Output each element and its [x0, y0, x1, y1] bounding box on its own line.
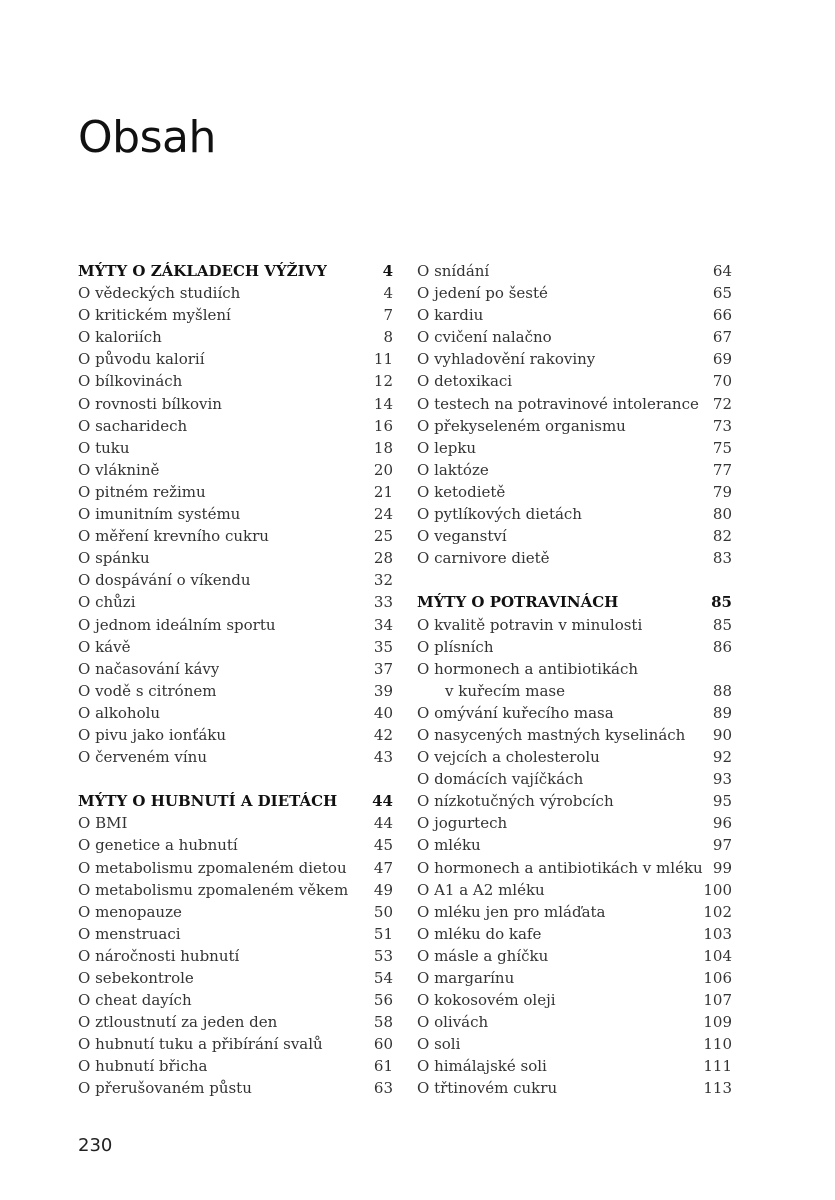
toc-entry-label: O genetice a hubnutí — [78, 836, 238, 855]
toc-entry-label: O margarínu — [417, 969, 515, 987]
toc-entry-label: O vodě s citrónem — [78, 681, 217, 700]
toc-entry — [417, 614, 732, 636]
toc-entry-page: 85 — [712, 615, 732, 634]
toc-entry-page: 44 — [372, 792, 393, 811]
toc-entry-page: 37 — [373, 659, 393, 678]
toc-entry-page: 58 — [373, 1013, 393, 1032]
toc-entry-label: O vláknině — [78, 460, 160, 479]
toc-entry — [417, 636, 732, 658]
toc-entry-label: O mléku do kafe — [417, 924, 542, 943]
toc-entry-page: 109 — [703, 1013, 732, 1032]
toc-entry-label: O bílkovinách — [78, 372, 183, 391]
toc-entry — [78, 614, 393, 636]
toc-entry — [78, 989, 393, 1011]
toc-entry-page: 11 — [373, 350, 393, 369]
toc-entry-label: O menopauze — [78, 902, 182, 921]
toc-entry-label: O A1 a A2 mléku — [417, 880, 545, 899]
toc-entry-label: O kaloriích — [78, 328, 162, 347]
toc-entry-label: O testech na potravinové intolerance — [417, 394, 699, 413]
toc-entry — [78, 724, 393, 746]
toc-entry — [78, 812, 393, 834]
toc-entry-label: MÝTY O ZÁKLADECH VÝŽIVY — [78, 262, 327, 280]
toc-entry-page: 61 — [373, 1057, 393, 1076]
toc-entry-label: O soli — [417, 1035, 461, 1054]
toc-entry — [417, 1033, 732, 1055]
toc-entry — [417, 702, 732, 724]
toc-entry-label: O tuku — [78, 438, 130, 457]
toc-entry — [78, 525, 393, 547]
toc-section-heading — [417, 591, 732, 613]
toc-entry-page: 45 — [373, 836, 393, 855]
toc-entry-page: 102 — [703, 902, 732, 921]
toc-entry-page: 77 — [712, 460, 732, 479]
toc-entry-label: O nízkotučných výrobcích — [417, 792, 614, 811]
toc-entry-page: 25 — [373, 527, 393, 546]
toc-entry — [78, 658, 393, 680]
toc-entry-page: 7 — [383, 306, 393, 325]
toc-entry-label: O himálajské soli — [417, 1057, 547, 1076]
toc-entry-label: O cvičení nalačno — [417, 328, 552, 347]
toc-entry-page: 83 — [712, 549, 732, 568]
toc-section-heading — [78, 260, 393, 282]
toc-entry-page: 42 — [373, 725, 393, 744]
toc-entry — [78, 282, 393, 304]
toc-entry-label: O dospávání o víkendu — [78, 571, 251, 590]
toc-entry-page: 100 — [703, 880, 732, 899]
toc-entry — [417, 790, 732, 812]
toc-entry-page: 35 — [373, 637, 393, 656]
toc-entry-label: MÝTY O POTRAVINÁCH — [417, 593, 619, 612]
toc-entry — [78, 348, 393, 370]
toc-entry-label: O spánku — [78, 549, 150, 568]
toc-entry-page: 95 — [712, 792, 732, 811]
toc-entry — [78, 459, 393, 481]
toc-entry-page: 28 — [373, 549, 393, 568]
toc-entry — [78, 857, 393, 879]
toc-entry-label: O hubnutí tuku a přibírání svalů — [78, 1035, 323, 1054]
toc-entry — [78, 415, 393, 437]
toc-entry-page: 49 — [373, 880, 393, 899]
toc-entry — [417, 459, 732, 481]
toc-entry — [78, 945, 393, 967]
toc-entry — [78, 680, 393, 702]
toc-entry-page: 16 — [373, 416, 393, 435]
toc-entry-page: 50 — [373, 902, 393, 921]
toc-entry — [78, 569, 393, 591]
toc-entry-page: 34 — [373, 615, 393, 634]
toc-entry — [417, 260, 732, 282]
toc-entry-label: O másle a ghíčku — [417, 946, 549, 965]
toc-entry-page: 70 — [712, 372, 732, 391]
toc-entry-label: O vejcích a cholesterolu — [417, 748, 600, 767]
toc-entry — [78, 967, 393, 989]
toc-spacer — [78, 768, 393, 790]
toc-entry — [417, 945, 732, 967]
page-title: Obsah — [78, 112, 216, 163]
toc-entry — [417, 768, 732, 790]
toc-entry-page: 51 — [373, 924, 393, 943]
toc-entry-page: 65 — [712, 284, 732, 303]
toc-entry-page: 88 — [712, 681, 732, 700]
toc-entry — [417, 282, 732, 304]
toc-entry — [78, 923, 393, 945]
toc-entry-page: 24 — [373, 505, 393, 524]
toc-entry-label: v kuřecím mase — [445, 681, 565, 700]
toc-entry-page: 33 — [373, 593, 393, 612]
toc-entry-label: O rovnosti bílkovin — [78, 394, 222, 413]
toc-spacer — [417, 569, 732, 591]
toc-entry-continuation — [417, 680, 732, 702]
toc-entry-label: O lepku — [417, 438, 477, 457]
toc-entry-label: O ketodietě — [417, 482, 506, 501]
toc-entry — [78, 1077, 393, 1099]
toc-entry-label: O nasycených mastných kyselinách — [417, 725, 686, 744]
toc-entry-label: O přerušovaném půstu — [78, 1079, 252, 1098]
toc-entry — [417, 525, 732, 547]
toc-entry-page: 21 — [373, 482, 393, 501]
toc-entry-label: MÝTY O HUBNUTÍ A DIETÁCH — [78, 792, 338, 811]
toc-entry — [417, 1055, 732, 1077]
toc-entry — [78, 1033, 393, 1055]
toc-entry-page: 20 — [373, 460, 393, 479]
toc-entry-page: 8 — [383, 328, 393, 347]
toc-entry — [78, 503, 393, 525]
toc-entry — [78, 702, 393, 724]
toc-entry-page: 14 — [373, 394, 393, 413]
toc-entry — [417, 834, 732, 856]
toc-entry-page: 110 — [703, 1035, 732, 1054]
toc-entry-label: O překyseleném organismu — [417, 416, 626, 435]
toc-entry — [417, 989, 732, 1011]
toc-entry — [417, 437, 732, 459]
toc-entry-page: 107 — [703, 991, 732, 1010]
toc-entry — [78, 901, 393, 923]
toc-entry — [417, 812, 732, 834]
toc-entry-label: O původu kalorií — [78, 350, 205, 369]
toc-entry-label: O menstruaci — [78, 924, 181, 943]
toc-entry — [78, 437, 393, 459]
toc-entry — [417, 415, 732, 437]
toc-entry-page: 80 — [712, 505, 732, 524]
toc-entry-page: 54 — [373, 969, 393, 987]
toc-entry-label: O kávě — [78, 637, 131, 656]
toc-entry-label: O alkoholu — [78, 703, 161, 722]
toc-entry-label: O kritickém myšlení — [78, 306, 231, 325]
toc-entry — [417, 1011, 732, 1033]
page-number: 230 — [78, 1135, 113, 1156]
toc-entry-label: O carnivore dietě — [417, 549, 550, 568]
toc-entry-label: O měření krevního cukru — [78, 527, 269, 546]
toc-entry — [78, 746, 393, 768]
toc-entry-page: 4 — [383, 284, 393, 303]
toc-entry — [417, 967, 732, 989]
toc-entry-page: 72 — [712, 394, 732, 413]
toc-entry-label: O BMI — [78, 814, 128, 833]
toc-entry-page: 111 — [703, 1057, 732, 1076]
toc-entry-label: O veganství — [417, 527, 507, 546]
toc-entry-label: O plísních — [417, 637, 494, 656]
toc-entry-label: O vyhladovění rakoviny — [417, 350, 596, 369]
toc-entry — [417, 503, 732, 525]
toc-entry-label: O sacharidech — [78, 416, 188, 435]
toc-entry — [78, 370, 393, 392]
toc-entry — [78, 834, 393, 856]
toc-entry — [417, 370, 732, 392]
toc-entry — [417, 724, 732, 746]
toc-left-column — [78, 260, 393, 1100]
toc-entry — [78, 879, 393, 901]
toc-entry-label: O pivu jako ionťáku — [78, 725, 227, 744]
toc-entry-label: O cheat dayích — [78, 991, 192, 1010]
toc-entry-page: 89 — [712, 703, 732, 722]
toc-entry-label: O mléku — [417, 836, 481, 855]
toc-entry-page: 79 — [712, 482, 732, 501]
toc-entry-label: O pytlíkových dietách — [417, 505, 582, 524]
toc-entry-page: 69 — [712, 350, 732, 369]
toc-entry-page: 44 — [373, 814, 393, 833]
toc-entry-label: O hormonech a antibiotikách v mléku — [417, 858, 703, 877]
toc-entry-label: O chůzi — [78, 593, 136, 612]
toc-entry-label: O detoxikaci — [417, 372, 513, 391]
toc-entry-page: 56 — [373, 991, 393, 1010]
toc-entry-label: O červeném vínu — [78, 748, 207, 767]
toc-entry-page: 82 — [712, 527, 732, 546]
toc-entry-page: 12 — [373, 372, 393, 391]
toc-entry-page: 43 — [373, 748, 393, 767]
toc-entry-page: 60 — [373, 1035, 393, 1054]
toc-entry-page: 67 — [712, 328, 732, 347]
toc-entry — [417, 481, 732, 503]
toc-entry-page: 99 — [712, 858, 732, 877]
toc-entry-label: O omývání kuřecího masa — [417, 703, 614, 722]
toc-entry-label: O laktóze — [417, 460, 489, 479]
toc-entry-label: O mléku jen pro mláďata — [417, 902, 606, 921]
toc-entry — [417, 658, 732, 680]
toc-section-heading — [78, 790, 393, 812]
toc-entry-page: 104 — [703, 946, 732, 965]
toc-entry-page: 96 — [712, 814, 732, 833]
toc-entry-label: O ztloustnutí za jeden den — [78, 1013, 278, 1032]
toc-entry-page: 93 — [712, 770, 732, 789]
toc-entry — [78, 326, 393, 348]
toc-entry — [417, 348, 732, 370]
toc-entry-page: 18 — [373, 438, 393, 457]
toc-entry — [417, 901, 732, 923]
toc-entry-page: 92 — [712, 748, 732, 767]
toc-entry-label: O imunitním systému — [78, 505, 241, 524]
toc-entry-page: 75 — [712, 438, 732, 457]
toc-entry-label: O pitném režimu — [78, 482, 206, 501]
toc-entry-page: 90 — [712, 725, 732, 744]
toc-entry-label: O metabolismu zpomaleném věkem — [78, 880, 349, 899]
toc-entry-label: O jogurtech — [417, 814, 508, 833]
toc-entry-page: 64 — [712, 262, 732, 280]
toc-entry — [417, 547, 732, 569]
toc-entry — [417, 857, 732, 879]
toc-entry-label: O olivách — [417, 1013, 489, 1032]
toc-entry — [78, 304, 393, 326]
toc-entry-label: O domácích vajíčkách — [417, 770, 584, 789]
toc-entry — [78, 1011, 393, 1033]
toc-entry — [78, 636, 393, 658]
toc-entry-page: 73 — [712, 416, 732, 435]
toc-entry-label: O třtinovém cukru — [417, 1079, 558, 1098]
toc-entry-label: O jednom ideálním sportu — [78, 615, 276, 634]
toc-entry-label: O hubnutí břicha — [78, 1057, 208, 1076]
toc-entry-label: O kardiu — [417, 306, 484, 325]
toc-entry-page: 32 — [373, 571, 393, 590]
toc-entry-page: 66 — [712, 306, 732, 325]
toc-entry — [417, 923, 732, 945]
toc-entry-page: 39 — [373, 681, 393, 700]
toc-entry-label: O metabolismu zpomaleném dietou — [78, 858, 347, 877]
toc-entry-page: 40 — [373, 703, 393, 722]
toc-entry-label: O načasování kávy — [78, 659, 220, 678]
toc-entry-label: O sebekontrole — [78, 969, 194, 987]
toc-entry — [78, 481, 393, 503]
toc-entry-label: O snídání — [417, 262, 490, 280]
toc-entry — [417, 304, 732, 326]
toc-entry-page: 106 — [703, 969, 732, 987]
toc-entry — [417, 879, 732, 901]
toc-entry-label: O kokosovém oleji — [417, 991, 556, 1010]
toc-entry-label: O kvalitě potravin v minulosti — [417, 615, 643, 634]
toc-entry — [417, 326, 732, 348]
toc-entry-page: 85 — [711, 593, 732, 612]
toc-entry — [78, 393, 393, 415]
toc-entry — [417, 393, 732, 415]
toc-entry — [78, 591, 393, 613]
toc-entry — [78, 1055, 393, 1077]
toc-entry-label: O jedení po šesté — [417, 284, 548, 303]
toc-entry-page: 86 — [712, 637, 732, 656]
toc-entry — [78, 547, 393, 569]
toc-entry-page: 53 — [373, 946, 393, 965]
toc-entry-page: 113 — [703, 1079, 732, 1098]
toc-right-column — [417, 260, 732, 1100]
toc-entry-label: O náročnosti hubnutí — [78, 946, 240, 965]
toc-entry-page: 97 — [712, 836, 732, 855]
toc-entry-page: 47 — [373, 858, 393, 877]
toc-entry-label: O vědeckých studiích — [78, 284, 241, 303]
toc-entry-page: 63 — [373, 1079, 393, 1098]
toc-entry-page: 103 — [703, 924, 732, 943]
toc-entry — [417, 1077, 732, 1099]
toc-entry-label: O hormonech a antibiotikách — [417, 659, 639, 678]
toc-entry-page: 4 — [382, 262, 393, 280]
toc-entry — [417, 746, 732, 768]
